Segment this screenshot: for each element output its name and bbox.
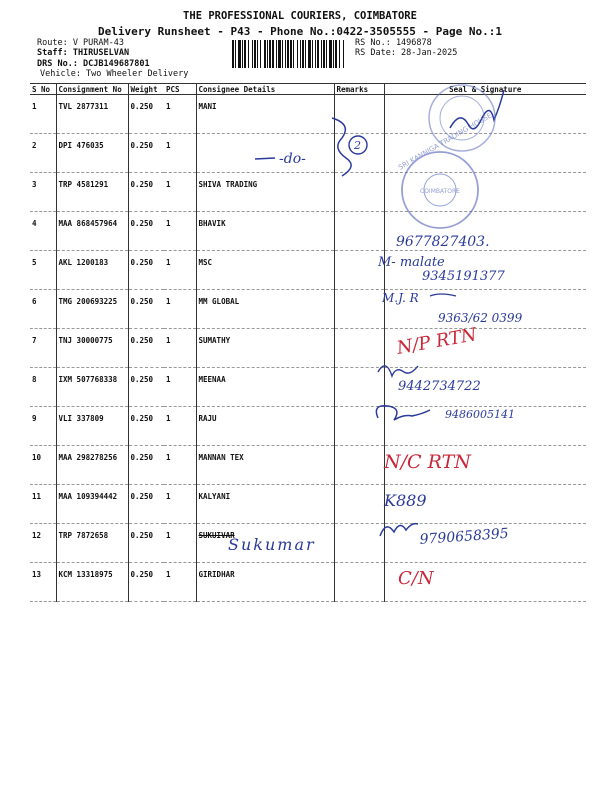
row12-phone: 9790658395 (419, 525, 510, 548)
pcs-cell: 1 (164, 212, 196, 251)
col-seal-signature: Seal & Signature (384, 84, 586, 95)
consignment-cell: TRP 4581291 (56, 173, 128, 212)
rs-number: RS No.: 1496878 (355, 38, 432, 48)
row6-name: M.J. R (382, 291, 419, 305)
consignee-cell: SUKUIVAR (196, 524, 334, 563)
consignment-cell: TNJ 30000775 (56, 329, 128, 368)
row9-signature (376, 406, 430, 420)
pcs-cell: 1 (164, 368, 196, 407)
row4-phone: 9677827403. (396, 234, 490, 250)
runsheet-title: Delivery Runsheet - P43 - Phone No.:0422-3505555 - Page No.:1 (98, 25, 502, 38)
consignment-cell: TRP 7872658 (56, 524, 128, 563)
weight-cell: 0.250 (128, 329, 164, 368)
weight-cell: 0.250 (128, 251, 164, 290)
pcs-cell: 1 (164, 485, 196, 524)
weight-cell: 0.250 (128, 173, 164, 212)
consignment-cell: TVL 2877311 (56, 95, 128, 134)
sno-cell: 8 (30, 368, 56, 407)
weight-cell: 0.250 (128, 368, 164, 407)
consignment-cell: DPI 476035 (56, 134, 128, 173)
consignee-cell: BHAVIK (196, 212, 334, 251)
sno-cell: 2 (30, 134, 56, 173)
weight-cell: 0.250 (128, 485, 164, 524)
weight-cell: 0.250 (128, 212, 164, 251)
sno-cell: 1 (30, 95, 56, 134)
sno-cell: 13 (30, 563, 56, 602)
consignment-cell: IXM 507768338 (56, 368, 128, 407)
sno-cell: 11 (30, 485, 56, 524)
consignment-cell: AKL 1200183 (56, 251, 128, 290)
weight-cell: 0.250 (128, 95, 164, 134)
sno-cell: 5 (30, 251, 56, 290)
consignee-cell: GIRIDHAR (196, 563, 334, 602)
consignment-cell: KCM 13318975 (56, 563, 128, 602)
consignee-cell: RAJU (196, 407, 334, 446)
col-consignment: Consignment No (56, 84, 128, 95)
pcs-cell: 1 (164, 407, 196, 446)
sno-cell: 3 (30, 173, 56, 212)
row9-phone: 9486005141 (445, 408, 515, 421)
row2-circle-number: 2 (354, 139, 361, 152)
consignee-cell: SUMATHY (196, 329, 334, 368)
drs-number: DRS No.: DCJB149687801 (37, 59, 150, 69)
col-weight: Weight (128, 84, 164, 95)
row2-dash-left (255, 158, 275, 159)
sno-cell: 12 (30, 524, 56, 563)
pcs-cell: 1 (164, 290, 196, 329)
consignment-cell: MAA 109394442 (56, 485, 128, 524)
row11-signature: K889 (384, 491, 427, 510)
consignment-cell: MAA 298278256 (56, 446, 128, 485)
row7-status: N/P RTN (395, 324, 479, 359)
row8-phone: 9442734722 (398, 379, 481, 394)
weight-cell: 0.250 (128, 446, 164, 485)
consignment-cell: MAA 868457964 (56, 212, 128, 251)
route-label: Route: V PURAM-43 (37, 38, 124, 48)
pcs-cell: 1 (164, 446, 196, 485)
row13-status: C/N (398, 568, 434, 589)
consignee-cell: SHIVA TRADING (196, 173, 334, 212)
row8-signature (378, 366, 418, 376)
rs-date: RS Date: 28-Jan-2025 (355, 48, 458, 58)
svg-text:COIMBATORE: COIMBATORE (420, 188, 460, 195)
row12-name-handwritten: Sukumar (228, 535, 316, 554)
sno-cell: 7 (30, 329, 56, 368)
row2-ditto-mark: -do- (279, 151, 306, 167)
sno-cell: 10 (30, 446, 56, 485)
row5-name: M- malate (378, 255, 445, 270)
sno-cell: 6 (30, 290, 56, 329)
pcs-cell: 1 (164, 329, 196, 368)
consignee-cell: MEENAA (196, 368, 334, 407)
pcs-cell: 1 (164, 173, 196, 212)
row5-phone: 9345191377 (422, 269, 505, 284)
pcs-cell: 1 (164, 134, 196, 173)
weight-cell: 0.250 (128, 563, 164, 602)
consignee-cell: MANNAN TEX (196, 446, 334, 485)
consignee-cell: KALYANI (196, 485, 334, 524)
row6-signature-stroke (430, 294, 456, 296)
trading-house-seal (397, 112, 493, 228)
col-remarks: Remarks (334, 84, 384, 95)
consignee-cell: MSC (196, 251, 334, 290)
sno-cell: 4 (30, 212, 56, 251)
weight-cell: 0.250 (128, 407, 164, 446)
company-name: THE PROFESSIONAL COURIERS, COIMBATORE (183, 10, 417, 22)
staff-label: Staff: THIRUSELVAN (37, 48, 130, 58)
row12-signature (380, 524, 418, 536)
weight-cell: 0.250 (128, 290, 164, 329)
consignment-cell: VLI 337809 (56, 407, 128, 446)
svg-text:SRI KANNIGA TRADING HOUSE: SRI KANNIGA TRADING HOUSE (397, 111, 494, 172)
pcs-cell: 1 (164, 524, 196, 563)
col-consignee: Consignee Details (196, 84, 334, 95)
row10-status: N/C RTN (384, 451, 471, 473)
pcs-cell: 1 (164, 563, 196, 602)
pcs-cell: 1 (164, 95, 196, 134)
col-pcs: PCS (164, 84, 196, 95)
vehicle-label: Vehicle: Two Wheeler Delivery (40, 69, 189, 79)
weight-cell: 0.250 (128, 524, 164, 563)
remarks-brace (332, 118, 351, 176)
col-sno: S No (30, 84, 56, 95)
consignee-cell: MANI (196, 95, 334, 134)
sno-cell: 9 (30, 407, 56, 446)
row6-phone: 9363/62 0399 (438, 311, 523, 325)
weight-cell: 0.250 (128, 134, 164, 173)
consignee-cell: MM GLOBAL (196, 290, 334, 329)
pcs-cell: 1 (164, 251, 196, 290)
consignment-cell: TMG 200693225 (56, 290, 128, 329)
